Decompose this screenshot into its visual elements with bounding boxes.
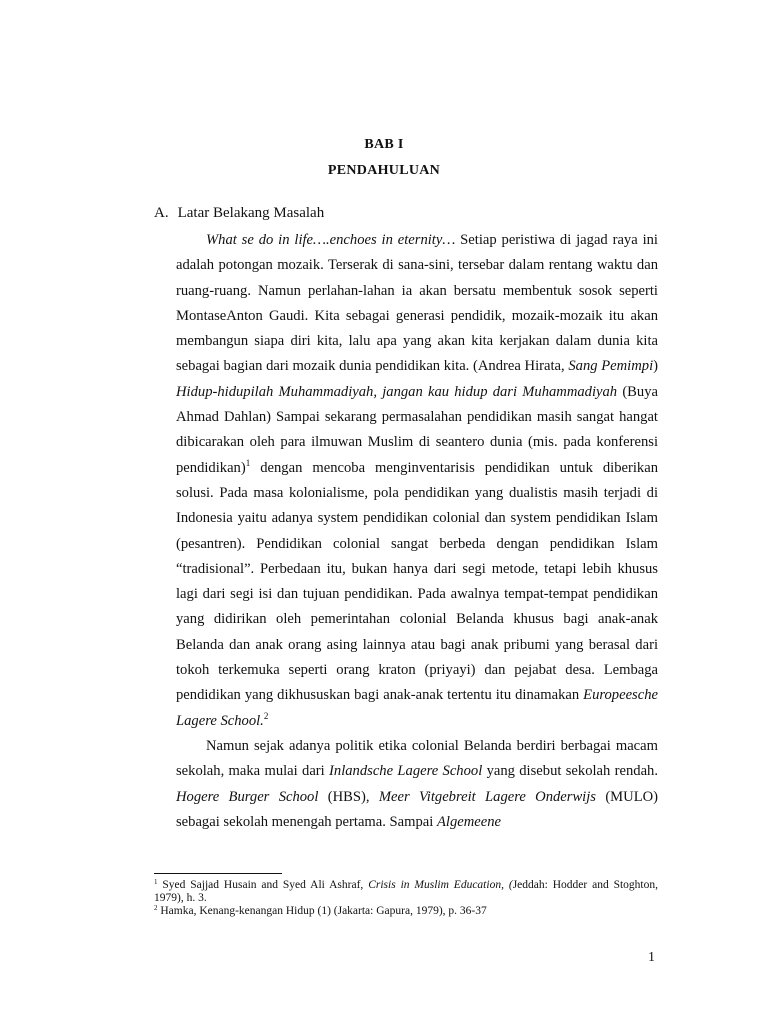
paragraph-1-text-a: Setiap peristiwa di jagad raya ini adalah potongan mozaik. Terserak di sana-sini, tersebar dalam rentang waktu dan ruang-ruang. Namun perlahan-lahan ia akan bersatu membentuk sosok seperti MontaseAnton Gaudi. Kita sebagai generasi pendidik, mozaik-mozaik itu akan membangun siapa diri kita, lalu apa yang akan kita kerjakan dalam dunia kita sebagai bagian dari mozaik dunia pendidikan kita. (Andrea Hirata, <box>176 232 658 375</box>
paragraph-2-text-b: yang disebut sekolah rendah. <box>482 763 658 780</box>
section-title: Latar Belakang Masalah <box>177 205 325 221</box>
chapter-title: PENDAHULUAN <box>327 163 441 178</box>
paragraph-1-text-b: ) <box>653 358 659 375</box>
paragraph-1 <box>176 228 658 734</box>
paragraph-2-text-c: (HBS), <box>318 788 379 805</box>
school-name-europeesche: Europeesche Lagere School. <box>176 687 658 729</box>
footnote-1-title: Crisis in Muslim Education, ( <box>368 879 513 891</box>
paragraph-2 <box>176 734 658 835</box>
footnote-2-number: 2 <box>154 904 158 912</box>
school-name-algemeene: Algemeene <box>436 813 501 830</box>
body-text <box>176 228 658 835</box>
muhammadiyah-quote: Hidup-hidupilah Muhammadiyah, jangan kau hidup dari Muhammadiyah <box>176 383 618 400</box>
paragraph-2-text-d: (MULO) sebagai sekolah menengah pertama. Sampai <box>176 788 659 830</box>
chapter-number: BAB I <box>364 137 404 152</box>
footnote-ref-2: 2 <box>263 710 269 721</box>
footnote-separator <box>154 873 282 874</box>
footnote-1 <box>154 879 658 905</box>
book-title-sang-pemimpi: Sang Pemimpi <box>568 358 654 375</box>
opening-quote: What se do in life….enchoes in eternity… <box>206 232 456 248</box>
paragraph-2-text-a: Namun sejak adanya politik etika colonial Belanda berdiri berbagai macam sekolah, maka mulai dari <box>176 737 658 780</box>
school-name-hbs: Hogere Burger School <box>176 788 319 805</box>
footnote-1-number: 1 <box>154 878 158 886</box>
footnote-1-text-b: Jeddah: Hodder and Stoghton, 1979), h. 3. <box>154 879 659 904</box>
school-name-inlandsche: Inlandsche Lagere School <box>329 763 483 780</box>
section-heading <box>154 205 324 222</box>
footnote-2-text: Hamka, Kenang-kenangan Hidup (1) (Jakarta: Gapura, 1979), p. 36-37 <box>157 905 487 917</box>
page-number: 1 <box>648 950 655 965</box>
footnotes <box>154 879 658 918</box>
section-label: A. <box>154 205 169 221</box>
school-name-mulo: Meer Vitgebreit Lagere Onderwijs <box>378 788 596 805</box>
footnote-1-text-a: Syed Sajjad Husain and Syed Ali Ashraf, <box>157 879 369 891</box>
paragraph-1-text-d: dengan mencoba menginventarisis pendidikan untuk diberikan solusi. Pada masa kolonialisme, pola pendidikan yang dualistis masih terjadi di Indonesia yaitu adanya system pendidikan colonial dan system pendidikan Islam (pesantren). Pendidikan colonial sangat berbeda dengan pendidikan Islam “tradisional”. Perbedaan itu, bukan hanya dari segi metode, tetapi lebih khusus lagi dari segi isi dan tujuan pendidikan. Pada awalnya tempat-tempat pendidikan yang didirikan oleh pemerintahan colonial Belanda khusus bagi anak-anak Belanda dan anak orang asing lainnya atau bagi anak pribumi yang berasal dari tokoh terkemuka seperti orang kraton (priyayi) dan pejabat desa. Lembaga pendidikan yang dikhususkan bagi anak-anak tertentu itu dinamakan <box>176 459 658 704</box>
paragraph-1-text-c: (Buya Ahmad Dahlan) Sampai sekarang permasalahan pendidikan masih sangat hangat dibicarakan oleh para ilmuwan Muslim di seantero dunia (mis. pada konferensi pendidikan) <box>176 383 658 476</box>
footnote-ref-1: 1 <box>245 457 251 468</box>
footnote-2 <box>154 905 658 918</box>
